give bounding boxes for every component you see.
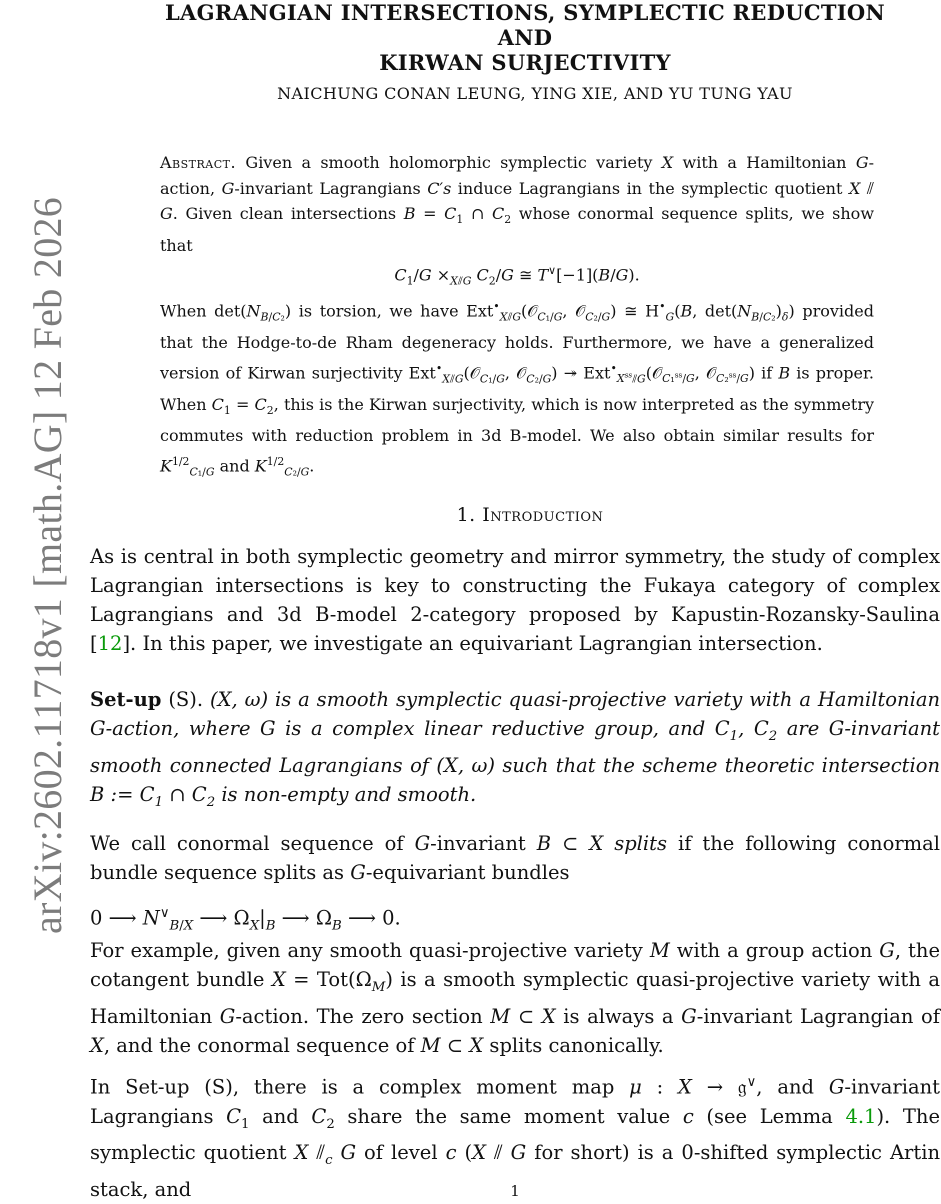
paper-title <box>140 0 910 75</box>
abstract-label: Abstract. <box>160 153 237 172</box>
citation-link[interactable]: 12 <box>97 632 123 655</box>
lemma-link[interactable]: 4.1 <box>845 1104 877 1128</box>
conormal-sequence-formula: 0 ⟶ $N^\vee_{B/X}$ ⟶ $\Omega_X|_B$ ⟶ $\Omega_B$ ⟶ 0. <box>90 906 401 934</box>
example-paragraph: For example, given any smooth quasi-projective variety M with a group action G, the cotangent bundle $X = Tot(\Omega_M)$ is a smooth symplectic quasi-projective variety with a Hamiltonian G-action. The zero section M ⊂ X is always a G-invariant Lagrangian of X, and the conormal sequence of M ⊂ X splits canonically. <box>90 939 940 1057</box>
title-line-2: KIRWAN SURJECTIVITY <box>379 50 671 75</box>
abstract-paragraph-1: Abstract. Given a smooth holomorphic symplectic variety X with a Hamiltonian G-action, G-invariant Lagrangians C′s induce Lagrangians in the symplectic quotient X ⫽ G. Given clean intersections $B = C_1$ ∩ $C_2$ whose conormal sequence splits, we show that <box>160 153 875 255</box>
intro-paragraph-1: As is central in both symplectic geometry and mirror symmetry, the study of complex Lagrangian intersections is key to constructing the Fukaya category of complex Lagrangians and 3d B-model 2-category proposed by Kapustin-Rozansky-Saulina [12]. In this paper, we investigate an equivariant Lagrangian intersection. <box>90 545 940 655</box>
abstract-paragraph-2: When $\det(N_{B/C_2})$ is torsion, we have Ext•$_{X⫽G}$(𝒪$_{C_1/G}$, 𝒪$_{C_2/G}$) ≅ $H^•_G(B$, $\det(N_{B/C_2})_\delta$) provided that the Hodge-to-de Rham degeneracy holds. Furthermore, we have a generalized version of Kirwan surjectivity Ext•$_{X⫽G}$(𝒪$_{C_1/G}$, 𝒪$_{C_2/G}$) ↠ Ext•$_{X^{ss}⫽G}$(𝒪$_{C_1^{ss}/G}$, 𝒪$_{C_2^{ss}/G}$) if B is proper. When $C_1 = C_2$, this is the Kirwan surjectivity, which is now interpreted as the symmetry commutes with reduction problem in 3d B-model. We also obtain similar results for $K^{1/2}_{C_1/G}$ and $K^{1/2}_{C_2/G}$. <box>160 300 875 479</box>
section-heading: 1. Introduction <box>456 504 604 526</box>
abstract <box>160 150 874 485</box>
conormal-paragraph: We call conormal sequence of G-invariant B ⊂ X splits if the following conormal bundle sequence splits as G-equivariant bundles <box>90 832 941 884</box>
abstract-formula-1: $C_1/G \times_{X⫽G}$ $C_2/G$ ≅ T∨[−1](B/G). <box>394 264 640 288</box>
moment-map-paragraph: In Set-up (S), there is a complex moment map μ : X → 𝔤∨, and G-invariant Lagrangians $C_1$ and $C_2$ share the same moment value c (see Lemma 4.1). The symplectic quotient X $⫽_c$ G of level c (X ⫽ G for short) is a 0-shifted symplectic Artin stack, and <box>90 1075 941 1202</box>
setup-label: Set-up <box>90 688 162 711</box>
authors: NAICHUNG CONAN LEUNG, YING XIE, AND YU TUNG YAU <box>277 84 793 103</box>
setup-tag: (S). <box>168 688 204 711</box>
arxiv-stamp: arXiv:2602.11718v1 [math.AG] 12 Feb 2026 <box>25 196 70 934</box>
title-line-1: LAGRANGIAN INTERSECTIONS, SYMPLECTIC REDUCTION AND <box>164 0 886 50</box>
page-number: 1 <box>510 1182 520 1200</box>
setup-paragraph: Set-up (S). (X, ω) is a smooth symplectic quasi-projective variety with a Hamiltonian G-action, where G is a complex linear reductive group, and $C_1$, $C_2$ are G-invariant smooth connected Lagrangians of (X, ω) such that the scheme theoretic intersection B := $C_1$ ∩ $C_2$ is non-empty and smooth. <box>90 688 941 810</box>
